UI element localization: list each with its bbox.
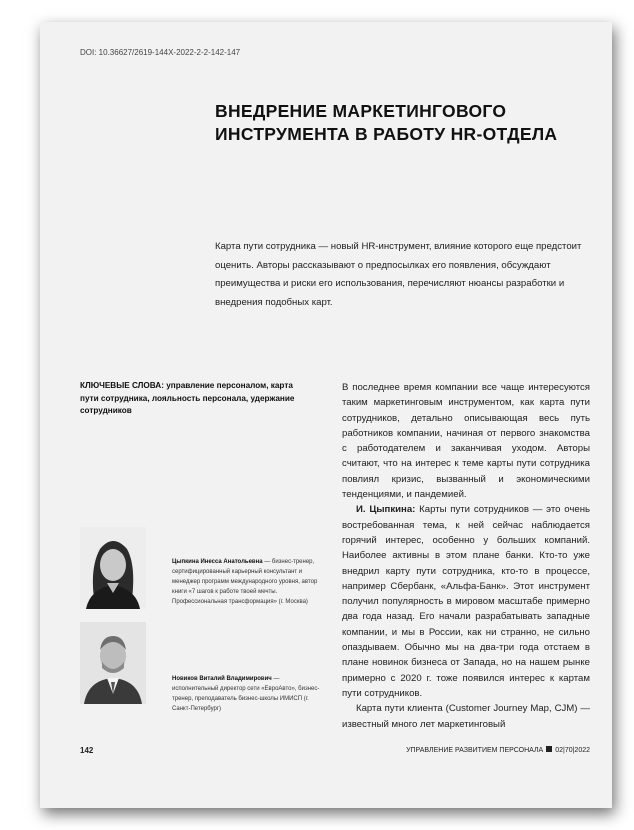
lead-paragraph: Карта пути сотрудника — новый HR-инструмент, влияние которого еще предстоит оценить. Авторы рассказывают о предпосылках его появления, обсуждают преимущества и риски его использования, перечисляют нюансы разработки и внедрения подобных карт. xyxy=(215,241,582,308)
body-paragraph-2-text: Карты пути сотрудников — это очень востребованная тема, к ней сейчас наблюдается горячий интерес, особенно у больших компаний. Наиболее активны в этом плане банки. Кто-то уже внедрил карту пути сотрудника, кто-то в процессе, например Сбербанк, «Альфа-Банк». Этот инструмент получил популярность в мировом масштабе примерно два года назад. Его начали разрабатывать западные компании, и мы в России, как ни странно, не сильно опаздываем. Обычно мы на два-три года отстаем в плане новинок бизнеса от Запада, но на нашем рынке примерно с 2020 г. тоже появился интерес к картам пути сотрудников. xyxy=(342,504,590,699)
author-name-2: Новиков Виталий Владимирович xyxy=(172,676,272,682)
body-paragraph-1: В последнее время компании все чаще интересуются таким маркетинговым инструментом, как карта пути сотрудников, детально описывающая весь путь работников компании, начиная от первого знакомства с работодателем и заканчивая уходом. Авторы считают, что на интерес к теме карты пути сотрудника повлиял кризис, вызванный и экономическими тенденциями, и пандемией. xyxy=(342,382,590,501)
speaker-label: И. Цыпкина: xyxy=(356,504,416,516)
body-paragraph-2 xyxy=(342,502,590,701)
document-page xyxy=(40,22,612,808)
author-desc-2: — исполнительный директор сети «ЕвроАвто», бизнес-тренер, преподаватель бизнес-школы ИМИСП (г. Санкт-Петербург) xyxy=(172,676,320,712)
title-line-1: ВНЕДРЕНИЕ МАРКЕТИНГОВОГО xyxy=(215,101,507,121)
author-photo-novikov xyxy=(80,622,146,704)
author-info-2 xyxy=(172,674,322,714)
page-number: 142 xyxy=(80,746,94,755)
author-info-1 xyxy=(172,557,322,607)
keywords: КЛЮЧЕВЫЕ СЛОВА: управление персоналом, карта пути сотрудника, лояльность персонала, удержание сотрудников xyxy=(80,381,295,415)
author-desc-1: — бизнес-тренер, сертифицированный карьерный консультант и менеджер программ международного уровня, автор книги «7 шагов к работе твоей мечты. Профессиональная трансформация» (г. Москва) xyxy=(172,559,318,605)
title-line-2: ИНСТРУМЕНТА В РАБОТУ HR-ОТДЕЛА xyxy=(215,124,558,144)
doi-line: DOI: 10.36627/2619-144X-2022-2-2-142-147 xyxy=(80,48,241,57)
article-title xyxy=(215,100,575,146)
journal-issue: 02|70|2022 xyxy=(555,747,590,754)
author-name-1: Цыпкина Инесса Анатольевна xyxy=(172,559,263,565)
journal-footer xyxy=(406,746,590,754)
body-text xyxy=(342,380,590,732)
body-paragraph-3: Карта пути клиента (Customer Journey Map, CJM) — известный много лет маркетинговый xyxy=(342,703,590,730)
journal-name: УПРАВЛЕНИЕ РАЗВИТИЕМ ПЕРСОНАЛА xyxy=(406,747,544,754)
square-bullet-icon xyxy=(546,746,552,752)
author-photo-tsypkina xyxy=(80,527,146,609)
